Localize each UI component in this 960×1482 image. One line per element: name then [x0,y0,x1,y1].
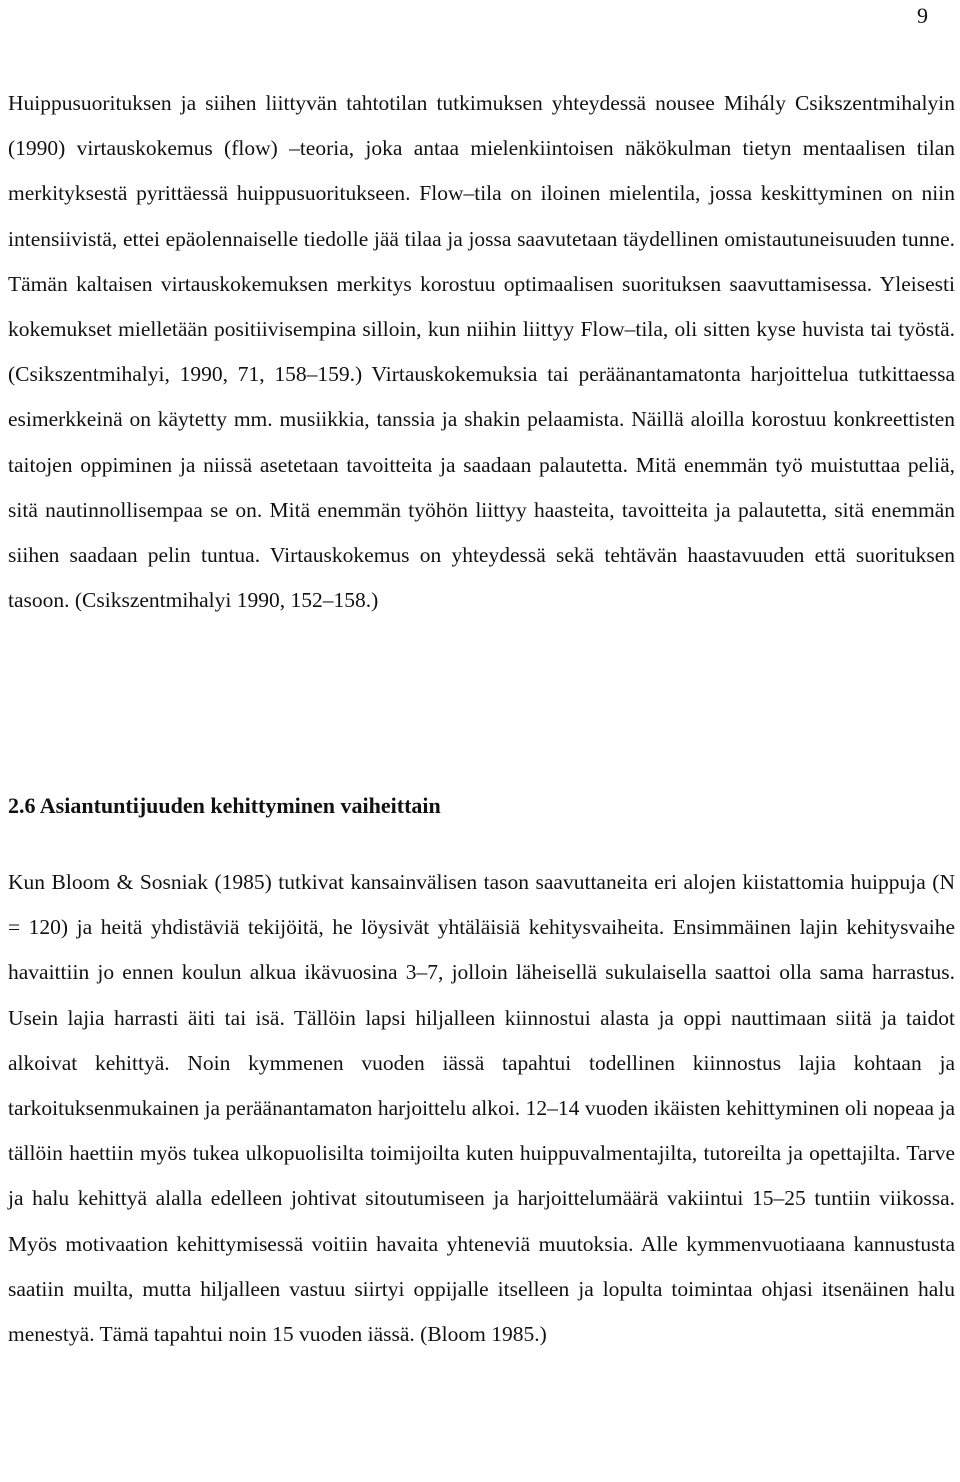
section-heading: 2.6 Asiantuntijuuden kehittyminen vaiheittain [8,793,441,818]
expertise-development-paragraph: Kun Bloom & Sosniak (1985) tutkivat kansainvälisen tason saavuttaneita eri alojen kiistattomia huippuja (N = 120) ja heitä yhdistäviä tekijöitä, he löysivät yhtäläisiä kehitysvaiheita. Ensimmäinen lajin kehitysvaihe havaittiin jo ennen koulun alkua ikävuosina 3–7, jolloin läheisellä sukulaisella saattoi olla sama harrastus. Usein lajia harrasti äiti tai isä. Tällöin lapsi hiljalleen kiinnostui alasta ja oppi nauttimaan siitä ja taidot alkoivat kehittyä. Noin kymmenen vuoden iässä tapahtui todellinen kiinnostus lajia kohtaan ja tarkoituksenmukainen ja peräänantamaton harjoittelu alkoi. 12–14 vuoden ikäisten kehittyminen oli nopeaa ja tällöin haettiin myös tukea ulkopuolisilta toimijoilta kuten huippuvalmentajilta, tutoreilta ja opettajilta. Tarve ja halu kehittyä alalla edelleen johtivat sitoutumiseen ja harjoittelumäärä vakiintui 15–25 tuntiin viikossa. Myös motivaation kehittymisessä voitiin havaita yhteneviä muutoksia. Alle kymmenvuotiaana kannustusta saatiin muilta, mutta hiljalleen vastuu siirtyi oppijalle itselleen ja lopulta toimintaa ohjasi itsenäinen halu menestyä. Tämä tapahtui noin 15 vuoden iässä. (Bloom 1985.) [8,870,955,1347]
page-number: 9 [917,3,928,28]
flow-theory-paragraph: Huippusuorituksen ja siihen liittyvän tahtotilan tutkimuksen yhteydessä nousee Mihály Csikszentmihalyin (1990) virtauskokemus (flow) –teoria, joka antaa mielenkiintoisen näkökulman tietyn mentaalisen tilan merkityksestä pyrittäessä huippusuoritukseen. Flow–tila on iloinen mielentila, jossa keskittyminen on niin intensiivistä, ettei epäolennaiselle tiedolle jää tilaa ja jossa saavutetaan täydellinen omistautuneisuuden tunne. Tämän kaltaisen virtauskokemuksen merkitys korostuu optimaalisen suorituksen saavuttamisessa. Yleisesti kokemukset mielletään positiivisempina silloin, kun niihin liittyy Flow–tila, oli sitten kyse huvista tai työstä. (Csikszentmihalyi, 1990, 71, 158–159.) Virtauskokemuksia tai peräänantamatonta harjoittelua tutkittaessa esimerkkeinä on käytetty mm. musiikkia, tanssia ja shakin pelaamista. Näillä aloilla korostuu konkreettisten taitojen oppiminen ja niissä asetetaan tavoitteita ja saadaan palautetta. Mitä enemmän työ muistuttaa peliä, sitä nautinnollisempaa se on. Mitä enemmän työhön liittyy haasteita, tavoitteita ja palautetta, sitä enemmän siihen saadaan pelin tuntua. Virtauskokemus on yhteydessä sekä tehtävän haastavuuden että suorituksen tasoon. (Csikszentmihalyi 1990, 152–158.) [8,91,955,613]
